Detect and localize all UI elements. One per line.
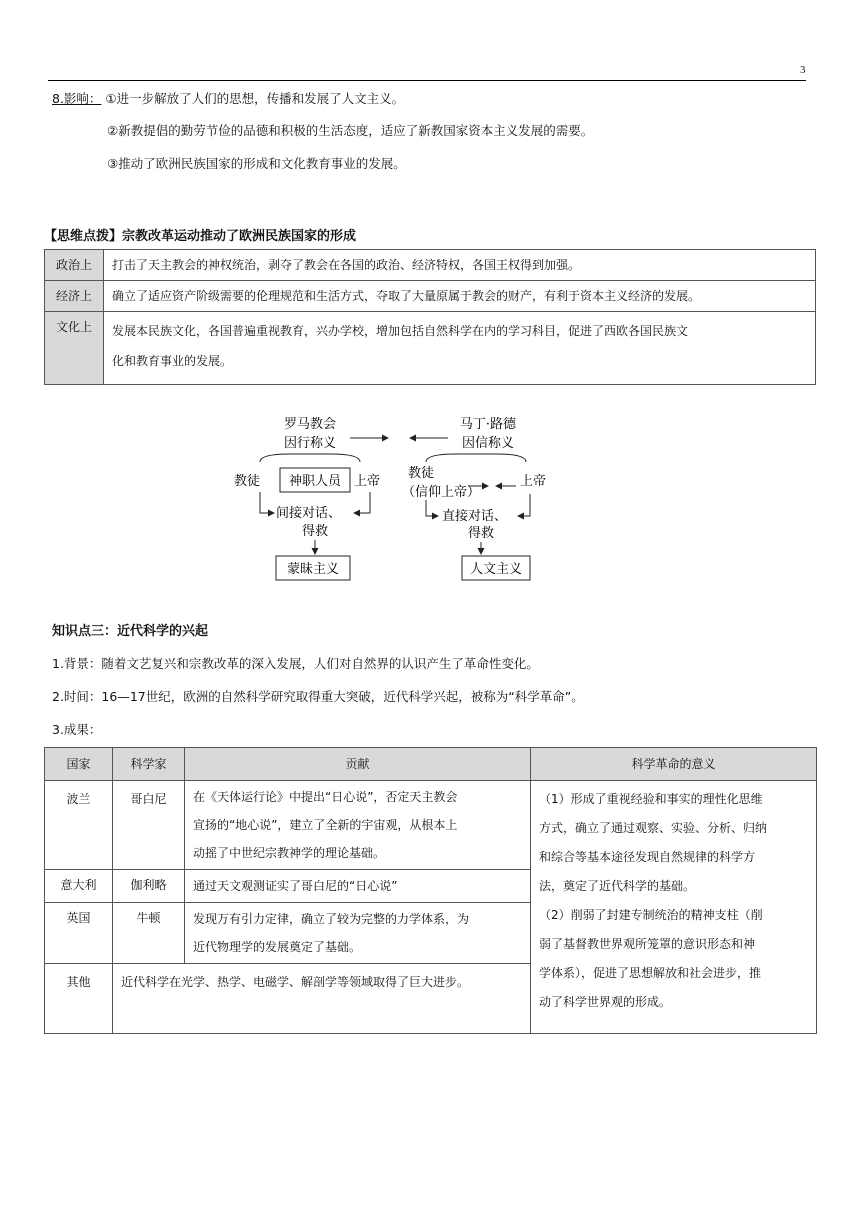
left-path-1: 间接对话、 [276, 506, 342, 521]
significance-line: 法，奠定了近代科学的基础。 [539, 879, 696, 893]
contribution-line: 近代物理学的发展奠定了基础。 [193, 940, 362, 954]
impact-item-2: ②新教提倡的勤劳节俭的品德和积极的生活态度，适应了新教国家资本主义发展的需要。 [107, 123, 594, 138]
contribution-galileo: 通过天文观测证实了哥白尼的“日心说” [185, 870, 531, 903]
impact-label: 8.影响： [52, 91, 102, 106]
row-head-culture: 文化上 [45, 312, 104, 385]
country-other: 其他 [45, 964, 113, 1034]
significance-line: 和综合等基本途径发现自然规律的科学方 [539, 850, 756, 864]
right-god: 上帝 [520, 474, 547, 489]
right-path-2: 得救 [467, 526, 495, 541]
left-path-left [260, 492, 274, 513]
table-row [45, 781, 817, 870]
table-row [45, 250, 816, 281]
right-believer: 教徒 [408, 466, 435, 481]
significance-line: 动了科学世界观的形成。 [539, 995, 672, 1009]
thinking-table [44, 249, 816, 385]
impact-item-1: ①进一步解放了人们的思想，传播和发展了人文主义。 [105, 91, 405, 106]
contribution-line: 动摇了中世纪宗教神学的理论基础。 [193, 846, 386, 860]
header-country: 国家 [45, 748, 113, 781]
contribution-line: 在《天体运行论》中提出“日心说”，否定天主教会 [193, 790, 458, 804]
significance-cell [531, 781, 817, 1034]
right-path-right [518, 494, 530, 516]
contribution-newton [185, 903, 531, 964]
left-believer: 教徒 [234, 474, 261, 489]
header-scientist: 科学家 [113, 748, 185, 781]
knowledge3-results-label: 3.成果： [52, 722, 102, 737]
page-number: 3 [800, 64, 806, 76]
left-result: 蒙昧主义 [286, 562, 340, 577]
scientist-copernicus: 哥白尼 [113, 781, 185, 870]
row-body-politics: 打击了天主教会的神权统治，剥夺了教会在各国的政治、经济特权，各国王权得到加强。 [104, 250, 816, 281]
header-significance: 科学革命的意义 [531, 748, 817, 781]
significance-line: 学体系），促进了思想解放和社会进步，推 [539, 966, 762, 980]
row-body-culture [104, 312, 816, 385]
header-rule [48, 80, 806, 81]
science-table [44, 747, 817, 1034]
significance-line: 弱了基督教世界观所笼罩的意识形态和神 [539, 937, 756, 951]
right-top-1: 马丁·路德 [459, 417, 517, 432]
right-path-left [426, 500, 438, 516]
right-path-1: 直接对话、 [442, 509, 508, 524]
row-head-politics: 政治上 [45, 250, 104, 281]
contribution-other: 近代科学在光学、热学、电磁学、解剖学等领域取得了巨大进步。 [113, 964, 531, 1034]
significance-line: （2）削弱了封建专制统治的精神支柱（削 [539, 908, 763, 922]
knowledge3-title: 知识点三：近代科学的兴起 [52, 624, 209, 639]
contribution-line: 宣扬的“地心说”，建立了全新的宇宙观，从根本上 [193, 818, 458, 832]
left-god: 上帝 [354, 474, 381, 489]
culture-line-2: 化和教育事业的发展。 [112, 354, 233, 368]
header-contribution: 贡献 [185, 748, 531, 781]
culture-line-1: 发展本民族文化，各国普遍重视教育，兴办学校，增加包括自然科学在内的学习科目，促进了西欧各国民族文 [112, 324, 689, 338]
scientist-galileo: 伽利略 [113, 870, 185, 903]
impact-line-1 [52, 91, 404, 107]
knowledge3-background: 1.背景：随着文艺复兴和宗教改革的深入发展，人们对自然界的认识产生了革命性变化。 [52, 656, 539, 671]
knowledge3-time: 2.时间：16—17世纪，欧洲的自然科学研究取得重大突破，近代科学兴起，被称为“科学革命”。 [52, 689, 584, 704]
country-italy: 意大利 [45, 870, 113, 903]
left-brace [260, 454, 360, 462]
left-path-2: 得救 [301, 524, 329, 539]
significance-line: 方式，确立了通过观察、实验、分析、归纳 [539, 821, 768, 835]
contribution-line: 发现万有引力定律，确立了较为完整的力学体系，为 [193, 912, 470, 926]
reformation-diagram [230, 408, 560, 586]
table-header-row [45, 748, 817, 781]
thinking-title: 【思维点拨】宗教改革运动推动了欧洲民族国家的形成 [44, 229, 357, 244]
impact-item-3: ③推动了欧洲民族国家的形成和文化教育事业的发展。 [107, 156, 406, 171]
right-top-2: 因信称义 [461, 436, 515, 451]
significance-line: （1）形成了重视经验和事实的理性化思维 [539, 792, 763, 806]
right-result: 人文主义 [469, 562, 523, 577]
right-brace [426, 454, 526, 462]
scientist-newton: 牛顿 [113, 903, 185, 964]
table-row [45, 312, 816, 385]
left-top-1: 罗马教会 [283, 417, 337, 432]
left-top-2: 因行称义 [283, 436, 337, 451]
contribution-copernicus [185, 781, 531, 870]
table-row [45, 281, 816, 312]
row-head-economy: 经济上 [45, 281, 104, 312]
country-poland: 波兰 [45, 781, 113, 870]
left-clergy: 神职人员 [288, 474, 342, 489]
country-england: 英国 [45, 903, 113, 964]
right-believer-note: （信仰上帝） [402, 485, 481, 500]
row-body-economy: 确立了适应资产阶级需要的伦理规范和生活方式，夺取了大量原属于教会的财产，有利于资本主义经济的发展。 [104, 281, 816, 312]
left-path-right [354, 492, 370, 513]
